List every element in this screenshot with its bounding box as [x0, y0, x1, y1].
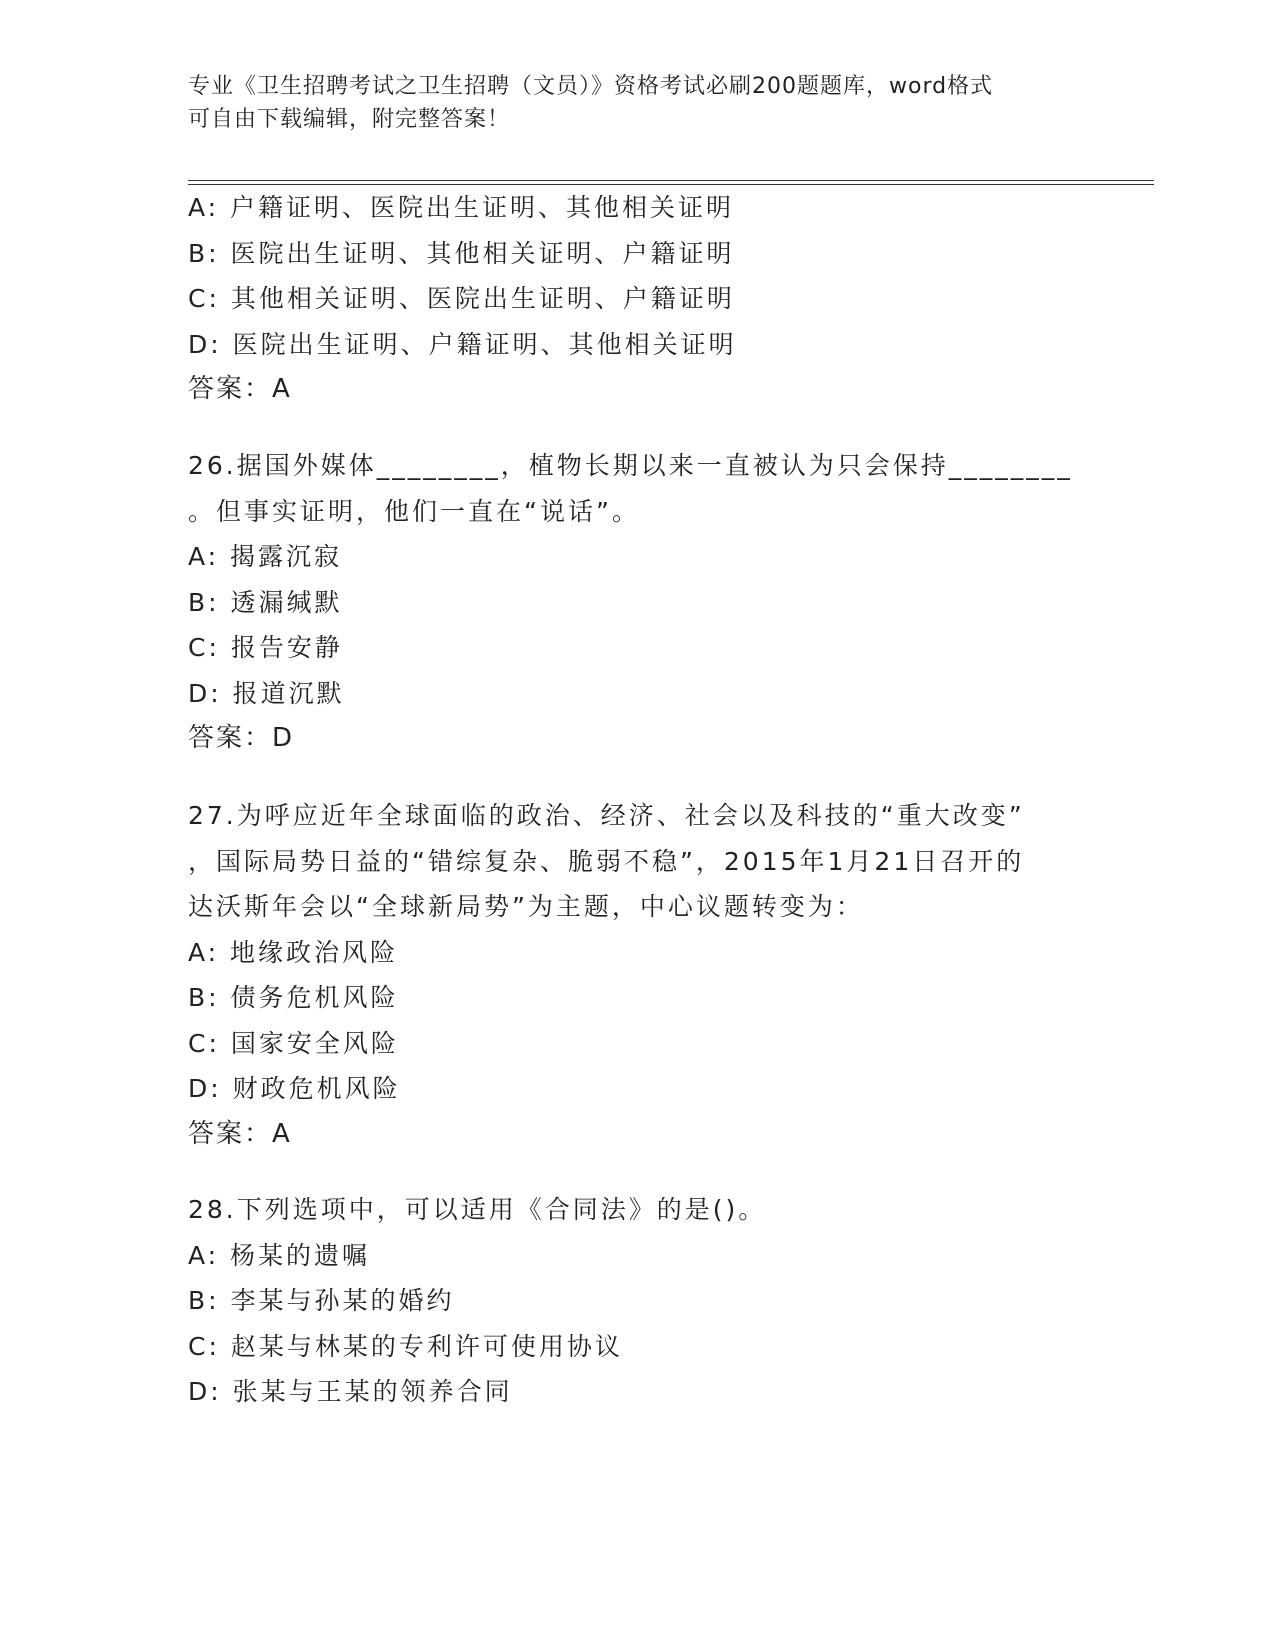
question-stem-line-2: ，国际局势日益的“错综复杂、脆弱不稳”，2015年1月21日召开的 — [188, 846, 1025, 876]
option-d: D: 财政危机风险 — [188, 1074, 401, 1103]
option-b: B: 医院出生证明、其他相关证明、户籍证明 — [188, 238, 735, 268]
header-line-1: 专业《卫生招聘考试之卫生招聘（文员）》资格考试必刷200题题库，word格式 — [188, 74, 994, 99]
option-c: C: 报告安静 — [188, 633, 343, 662]
question-27 — [188, 793, 1088, 1157]
option-d: D: 医院出生证明、户籍证明、其他相关证明 — [188, 329, 737, 359]
question-26 — [188, 443, 1088, 762]
answer: 答案：A — [188, 374, 292, 404]
question-stem-line-2: 。但事实证明，他们一直在“说话”。 — [188, 496, 640, 526]
option-a: A: 户籍证明、医院出生证明、其他相关证明 — [188, 193, 735, 222]
option-d: D: 张某与王某的领养合同 — [188, 1377, 513, 1406]
question-stem-line-1: 26.据国外媒体________，植物长期以来一直被认为只会保持________ — [188, 451, 1073, 480]
option-a: A: 揭露沉寂 — [188, 542, 343, 571]
option-b: B: 李某与孙某的婚约 — [188, 1286, 455, 1315]
option-c: C: 国家安全风险 — [188, 1028, 399, 1058]
question-stem-line-1: 27.为呼应近年全球面临的政治、经济、社会以及科技的“重大改变” — [188, 801, 1025, 830]
option-d: D: 报道沉默 — [188, 678, 345, 708]
header-line-2: 可自由下载编辑，附完整答案！ — [188, 107, 511, 132]
option-c: C: 赵某与林某的专利许可使用协议 — [188, 1331, 623, 1361]
answer: 答案：A — [188, 1118, 292, 1149]
header-divider-top — [188, 180, 1154, 181]
answer: 答案：D — [188, 723, 295, 753]
question-25 — [188, 185, 1088, 413]
question-stem-line-1: 28.下列选项中，可以适用《合同法》的是()。 — [188, 1195, 767, 1224]
option-a: A: 地缘政治风险 — [188, 937, 399, 967]
option-a: A: 杨某的遗嘱 — [188, 1240, 371, 1270]
question-28 — [188, 1187, 1088, 1415]
document-header — [188, 70, 1088, 136]
option-c: C: 其他相关证明、医院出生证明、户籍证明 — [188, 284, 735, 313]
option-b: B: 透漏缄默 — [188, 587, 343, 617]
question-stem-line-3: 达沃斯年会以“全球新局势”为主题，中心议题转变为： — [188, 892, 864, 921]
option-b: B: 债务危机风险 — [188, 983, 399, 1012]
